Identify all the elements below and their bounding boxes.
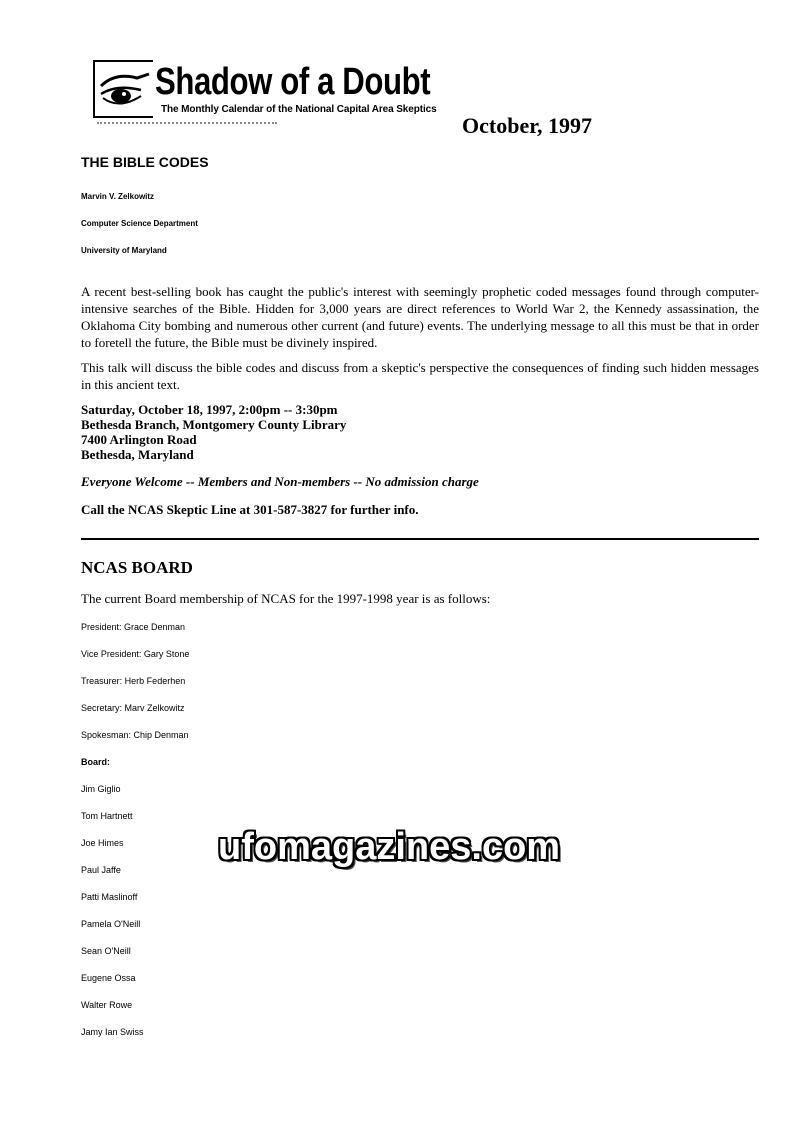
issue-date: October, 1997 [462,113,592,138]
author-name: Marvin V. Zelkowitz [81,192,155,201]
board-member: Walter Rowe [81,1000,133,1010]
officer-president: President: Grace Denman [81,622,186,632]
officer-treasurer: Treasurer: Herb Federhen [81,676,186,686]
board-label: Board: [81,757,110,767]
event-address: 7400 Arlington Road [81,432,197,447]
abstract-paragraph-1: A recent best-selling book has caught the public's interest with seemingly prophetic coded messages found through computer-intensive searches of the Bible. Hidden for 3,000 years are direct references to World War 2, the Kennedy assassination, the Oklahoma City bombing and numerous other current (and future) events. The underlying message to all this must be that in order to foretell the future, the Bible must be divinely inspired. [81,284,759,350]
officer-spokesman: Spokesman: Chip Denman [81,730,189,740]
officer-vice-president: Vice President: Gary Stone [81,649,190,659]
welcome-note: Everyone Welcome -- Members and Non-members -- No admission charge [81,474,479,489]
event-datetime: Saturday, October 18, 1997, 2:00pm -- 3:30pm [81,402,338,417]
watermark-text: ufomagazines.com [218,826,561,868]
board-member: Jim Giglio [81,784,121,794]
logo-dotted-rule [97,120,277,124]
board-member: Pamela O'Neill [81,919,141,929]
section-title-ncas-board: NCAS BOARD [81,558,193,577]
abstract-paragraph-2: This talk will discuss the bible codes and discuss from a skeptic's perspective the consequences of finding such hidden messages in this ancient text. [81,360,759,392]
board-member: Sean O'Neill [81,946,131,956]
author-department: Computer Science Department [81,219,198,228]
board-member: Joe Himes [81,838,124,848]
skeptic-line-info: Call the NCAS Skeptic Line at 301-587-3827 for further info. [81,502,419,517]
eye-icon [97,68,153,112]
board-member: Jamy Ian Swiss [81,1027,144,1037]
board-member: Tom Hartnett [81,811,133,821]
masthead-logo [93,60,453,122]
logo-title: Shadow of a Doubt [155,61,431,103]
officer-secretary: Secretary: Marv Zelkowitz [81,703,185,713]
author-university: University of Maryland [81,246,167,255]
section-title-bible-codes: THE BIBLE CODES [81,154,209,170]
board-member: Patti Maslinoff [81,892,138,902]
board-member: Eugene Ossa [81,973,136,983]
board-member: Paul Jaffe [81,865,121,875]
logo-subtitle: The Monthly Calendar of the National Capital Area Skeptics [161,104,437,115]
section-divider [81,538,759,540]
event-venue: Bethesda Branch, Montgomery County Library [81,417,347,432]
event-city: Bethesda, Maryland [81,447,194,462]
board-intro: The current Board membership of NCAS for the 1997-1998 year is as follows: [81,591,491,606]
logo-frame [93,60,153,118]
